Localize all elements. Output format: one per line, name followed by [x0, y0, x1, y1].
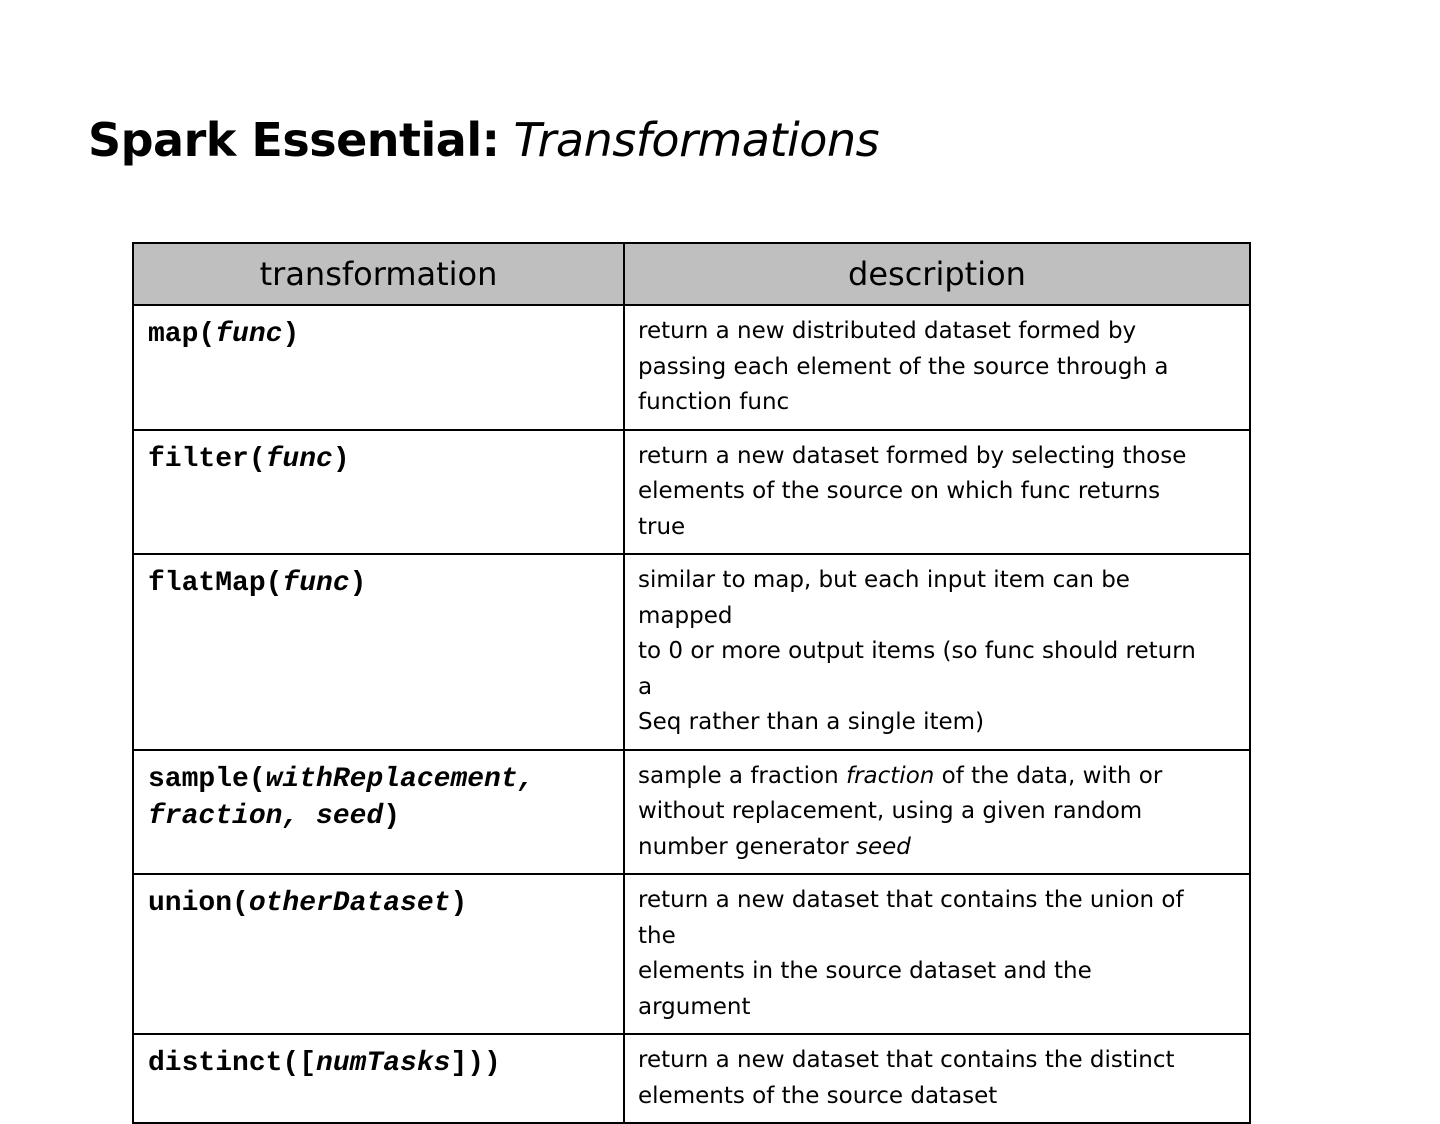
description-line: function func [638, 389, 790, 415]
table-row-flatmap [133, 554, 1250, 750]
table-row-filter [133, 430, 1250, 555]
description-line: argument [638, 993, 751, 1020]
function-close: ) [282, 319, 300, 350]
table-row-map [133, 305, 1250, 430]
function-args: otherDataset [248, 888, 451, 919]
description-line: elements of the source dataset [638, 1082, 998, 1109]
description-line: the [638, 922, 676, 949]
function-args: func [265, 443, 333, 475]
transformation-cell [133, 430, 624, 555]
description-line [638, 759, 1235, 795]
transformation-cell [133, 554, 624, 750]
description-line: return a new dataset that contains the distinct [638, 1047, 1175, 1073]
description-line: true [638, 513, 686, 540]
description-line: mapped [638, 602, 733, 629]
description-text: of the data, with or [934, 762, 1163, 789]
description-line: to 0 or more output items (so func should return [638, 638, 1196, 664]
description-line: return a new dataset that contains the union of [638, 887, 1184, 913]
header-description: description [624, 243, 1250, 305]
function-close: ])) [450, 1048, 501, 1079]
transformation-cell [133, 1034, 624, 1123]
table-row-sample [133, 750, 1250, 875]
transformation-cell [133, 305, 624, 430]
table-row-union [133, 874, 1250, 1034]
function-close: ) [383, 800, 401, 832]
description-emphasis: fraction [846, 762, 935, 789]
function-name: filter( [148, 443, 266, 475]
slide-title [88, 110, 879, 170]
function-close: ) [349, 568, 367, 599]
title-suffix: Transformations [513, 113, 880, 167]
description-line: without replacement, using a given random [638, 798, 1143, 824]
description-line: a [638, 673, 653, 700]
table-header-row [133, 243, 1250, 305]
description-cell [624, 554, 1250, 750]
description-cell [624, 305, 1250, 430]
description-cell [624, 874, 1250, 1034]
function-name: distinct([ [148, 1048, 317, 1079]
function-args: func [215, 319, 283, 350]
function-name: map( [148, 319, 216, 350]
description-text: sample a fraction [638, 762, 846, 789]
title-prefix: Spark Essential: [88, 113, 500, 167]
description-line: return a new distributed dataset formed by [638, 318, 1137, 344]
function-args: func [282, 568, 350, 599]
function-args: numTasks [316, 1048, 451, 1079]
description-cell [624, 430, 1250, 555]
function-name: flatMap( [148, 568, 283, 599]
description-line [638, 830, 1235, 866]
description-emphasis: seed [855, 833, 911, 860]
function-name: union( [148, 888, 249, 919]
description-line: elements of the source on which func returns [638, 478, 1161, 504]
transformation-cell [133, 874, 624, 1034]
description-line: similar to map, but each input item can be [638, 567, 1130, 593]
function-args: withReplacement, [265, 763, 535, 795]
transformations-table [132, 242, 1251, 1124]
description-line: Seq rather than a single item) [638, 709, 985, 735]
table-row-distinct [133, 1034, 1250, 1123]
description-line: elements in the source dataset and the [638, 958, 1092, 984]
description-line: return a new dataset formed by selecting those [638, 442, 1187, 469]
function-name: sample( [148, 763, 266, 795]
description-cell [624, 1034, 1250, 1123]
transformation-cell [133, 750, 624, 875]
function-close: ) [332, 443, 350, 475]
header-transformation: transformation [133, 243, 624, 305]
function-args-continued: fraction, seed [148, 800, 384, 832]
description-text: number generator [638, 833, 856, 860]
function-close: ) [450, 888, 468, 919]
description-cell [624, 750, 1250, 875]
description-line: passing each element of the source through a [638, 353, 1169, 380]
